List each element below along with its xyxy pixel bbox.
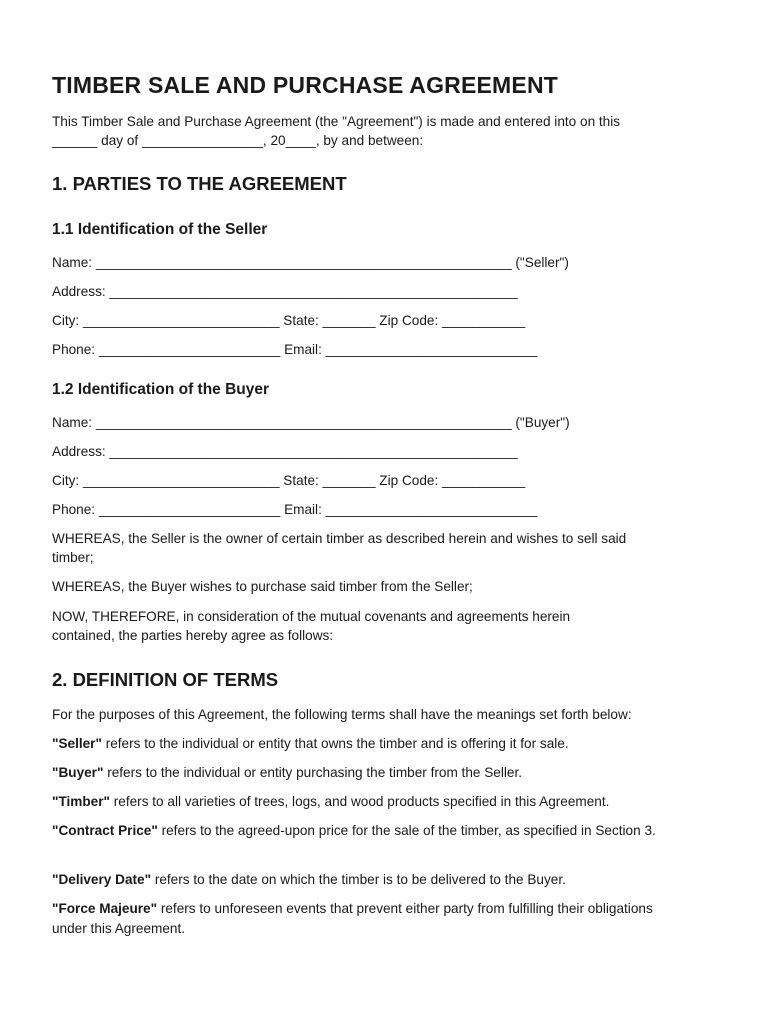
section-1-heading: 1. PARTIES TO THE AGREEMENT: [52, 173, 347, 194]
seller-city-field: City: __________________________ State: _______ Zip Code: ___________: [52, 313, 526, 328]
whereas-2: WHEREAS, the Buyer wishes to purchase said timber from the Seller;: [52, 579, 473, 594]
definition-text: refers to the individual or entity that owns the timber and is offering it for sale.: [101, 736, 569, 751]
seller-name-field: Name: _______________________________________________________ ("Seller"): [52, 255, 569, 270]
intro-line-1: This Timber Sale and Purchase Agreement (the "Agreement") is made and entered into on this: [52, 114, 621, 129]
definition-force-majeure: [52, 899, 677, 938]
buyer-phone-field: Phone: ________________________ Email: ____________________________: [52, 502, 538, 517]
definition-text: refers to the date on which the timber is to be delivered to the Buyer.: [151, 872, 566, 887]
buyer-name-field: Name: _______________________________________________________ ("Buyer"): [52, 415, 570, 430]
definition-term: "Contract Price": [52, 823, 158, 838]
definition-seller: [52, 734, 722, 754]
definition-term: "Force Majeure": [52, 901, 158, 916]
definition-text: refers to the agreed-upon price for the sale of the timber, as specified in Section 3.: [157, 823, 656, 838]
buyer-heading: 1.2 Identification of the Buyer: [52, 381, 270, 398]
seller-address-field: Address: ______________________________________________________: [52, 284, 518, 299]
document-title: TIMBER SALE AND PURCHASE AGREEMENT: [52, 72, 559, 98]
now-therefore-line-1: NOW, THEREFORE, in consideration of the mutual covenants and agreements herein: [52, 609, 571, 624]
seller-phone-field: Phone: ________________________ Email: ____________________________: [52, 342, 538, 357]
definition-delivery-date: [52, 870, 722, 890]
buyer-address-field: Address: ______________________________________________________: [52, 444, 518, 459]
definition-term: "Timber": [52, 794, 110, 809]
buyer-city-field: City: __________________________ State: _______ Zip Code: ___________: [52, 473, 526, 488]
definition-text: refers to all varieties of trees, logs, and wood products specified in this Agreement.: [109, 794, 610, 809]
definition-text: refers to unforeseen events that prevent either party from fulfilling their obligations under this Agreement.: [52, 901, 653, 936]
definition-text: refers to the individual or entity purchasing the timber from the Seller.: [103, 765, 523, 780]
whereas-1-line-1: WHEREAS, the Seller is the owner of certain timber as described herein and wishes to sell said: [52, 531, 627, 546]
whereas-1-line-2: timber;: [52, 550, 94, 565]
now-therefore-line-2: contained, the parties hereby agree as follows:: [52, 628, 334, 643]
intro-line-2: ______ day of ________________, 20____, by and between:: [52, 133, 424, 148]
seller-heading: 1.1 Identification of the Seller: [52, 221, 268, 238]
section-2-heading: 2. DEFINITION OF TERMS: [52, 669, 279, 690]
definition-term: "Delivery Date": [52, 872, 152, 887]
definition-timber: [52, 792, 722, 812]
definition-buyer: [52, 763, 722, 783]
definition-term: "Buyer": [52, 765, 104, 780]
definition-term: "Seller": [52, 736, 102, 751]
definitions-intro: For the purposes of this Agreement, the following terms shall have the meanings set forth below:: [52, 707, 632, 722]
definition-contract-price: [52, 821, 677, 841]
